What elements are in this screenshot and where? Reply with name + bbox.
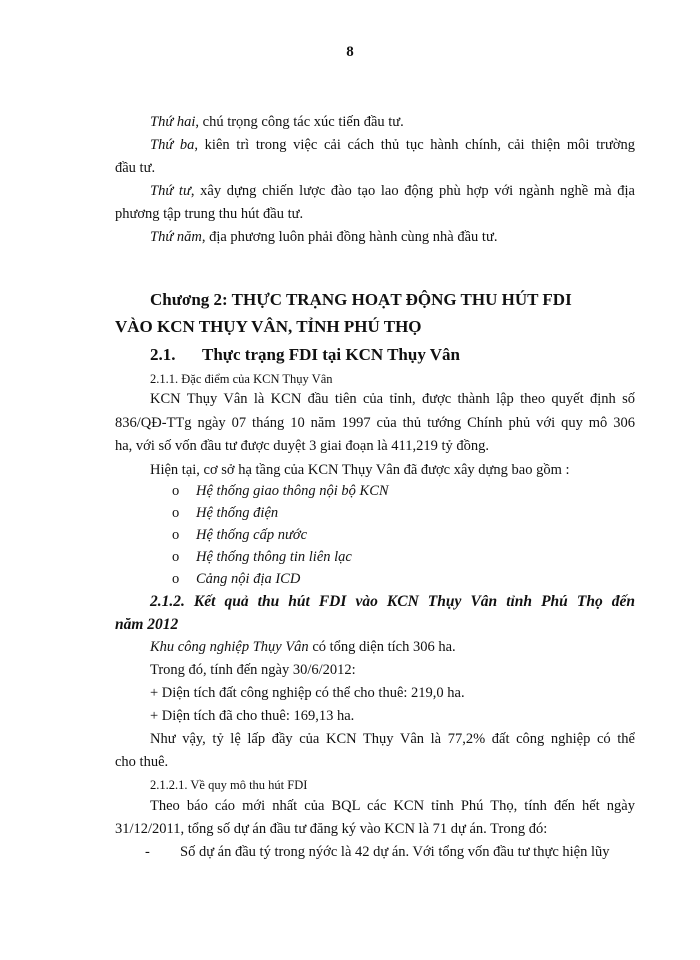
intro-paragraph-4 [150, 227, 635, 247]
intro-lead: Thứ ba [150, 137, 195, 153]
intro-text: , kiên trì trong việc cải cách thủ tục hành chính, cải thiện môi trường [194, 137, 635, 153]
intro-paragraph-2-cont: đầu tư. [115, 160, 156, 176]
list-item-text: Hệ thống cấp nước [196, 527, 308, 543]
bullet-marker: o [172, 527, 180, 543]
section-heading [150, 344, 460, 366]
list-item-text: Cảng nội địa ICD [196, 571, 301, 587]
infrastructure-intro: Hiện tại, cơ sở hạ tầng của KCN Thụy Vân đã được xây dựng bao gồm : [150, 462, 570, 478]
list-item [172, 547, 352, 567]
intro-text: , xây dựng chiến lược đào tạo lao động phù hợp với ngành nghề mà địa [190, 183, 635, 199]
fill-rate-line-2: cho thuê. [115, 754, 169, 770]
report-line-2: 31/12/2011, tổng số dự án đầu tư đăng ký vào KCN là 71 dự án. Trong đó: [115, 821, 548, 837]
page-number: 8 [346, 44, 354, 60]
dash-marker: - [145, 844, 150, 860]
intro-paragraph-2 [150, 135, 635, 155]
area-lead: Khu công nghiệp Thụy Vân [150, 639, 309, 655]
list-item-text: Hệ thống thông tin liên lạc [196, 549, 352, 565]
list-item [172, 525, 307, 545]
subsection-2-1-2-line-2: năm 2012 [115, 616, 179, 633]
intro-lead: Thứ tư [150, 183, 191, 199]
area-as-of: Trong đó, tính đến ngày 30/6/2012: [150, 662, 356, 678]
land-rented: + Diện tích đã cho thuê: 169,13 ha. [150, 708, 355, 724]
area-text: có tổng diện tích 306 ha. [308, 639, 456, 655]
list-item [172, 503, 278, 523]
bullet-marker: o [172, 571, 180, 587]
chapter-title-line-2: VÀO KCN THỤY VÂN, TỈNH PHÚ THỌ [115, 317, 422, 336]
intro-text: , chú trọng công tác xúc tiến đầu tư. [195, 114, 404, 130]
area-paragraph [150, 637, 635, 657]
kcn-paragraph-line-2: 836/QĐ-TTg ngày 07 tháng 10 năm 1997 của thủ tướng Chính phủ với quy mô 306 [115, 415, 635, 431]
intro-lead: Thứ năm [150, 229, 202, 245]
subsection-2-1-1: 2.1.1. Đặc điểm của KCN Thụy Vân [150, 372, 333, 386]
list-item-text: Hệ thống giao thông nội bộ KCN [196, 483, 389, 499]
report-line-1: Theo báo cáo mới nhất của BQL các KCN tỉnh Phú Thọ, tính đến hết ngày [150, 798, 635, 814]
chapter-title-line-1: Chương 2: THỰC TRẠNG HOẠT ĐỘNG THU HÚT FDI [150, 290, 572, 309]
fill-rate-line-1: Như vậy, tỷ lệ lấp đầy của KCN Thụy Vân là 77,2% đất công nghiệp có thể [150, 731, 635, 747]
section-number: 2.1. [150, 345, 176, 364]
intro-paragraph-3 [150, 181, 635, 201]
kcn-paragraph-line-1: KCN Thụy Vân là KCN đầu tiên của tỉnh, được thành lập theo quyết định số [150, 391, 635, 407]
bullet-marker: o [172, 549, 180, 565]
bullet-marker: o [172, 505, 180, 521]
bullet-marker: o [172, 483, 180, 499]
subsection-2-1-2-line-1: 2.1.2. Kết quả thu hút FDI vào KCN Thụy Vân tỉnh Phú Thọ đến [150, 593, 635, 610]
intro-paragraph-1 [150, 112, 635, 132]
list-item [172, 569, 300, 589]
list-item [172, 481, 389, 501]
subsection-2-1-2-1: 2.1.2.1. Về quy mô thu hút FDI [150, 778, 308, 792]
land-rentable: + Diện tích đất công nghiệp có thể cho thuê: 219,0 ha. [150, 685, 465, 701]
kcn-paragraph-line-3: ha, với số vốn đầu tư được duyệt 3 giai đoạn là 411,219 tỷ đồng. [115, 438, 490, 454]
intro-lead: Thứ hai [150, 114, 196, 130]
section-title: Thực trạng FDI tại KCN Thụy Vân [202, 345, 461, 364]
intro-text: , địa phương luôn phải đồng hành cùng nhà đầu tư. [201, 229, 498, 245]
intro-paragraph-3-cont: phương tập trung thu hút đầu tư. [115, 206, 304, 222]
dash-item-text: Số dự án đầu tý trong nýớc là 42 dự án. Với tổng vốn đầu tư thực hiện lũy [180, 844, 610, 860]
dash-item [145, 842, 635, 862]
list-item-text: Hệ thống điện [196, 505, 279, 521]
